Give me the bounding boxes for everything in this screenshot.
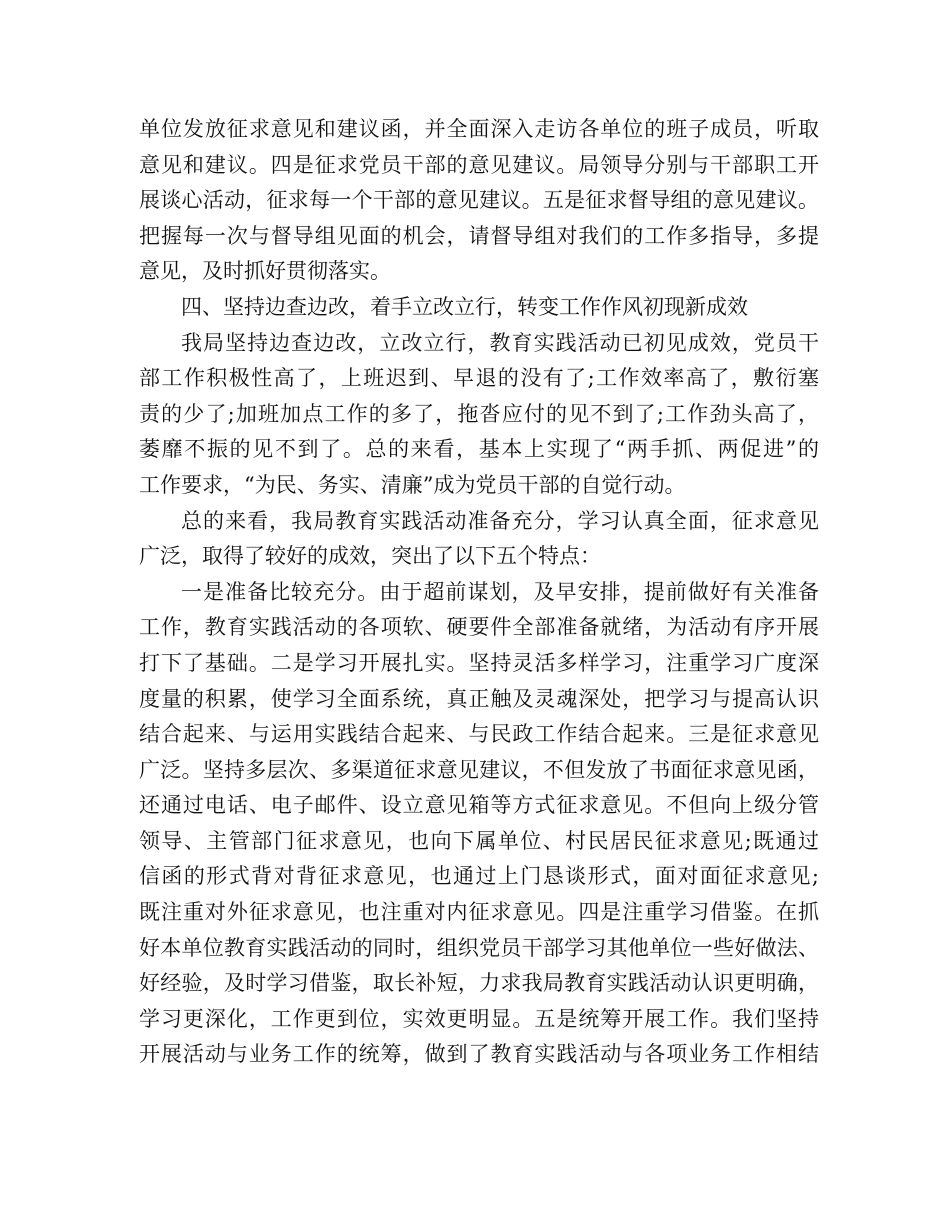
text-line: 责的少了;加班加点工作的多了，拖沓应付的见不到了;工作劲头高了， [139, 401, 819, 426]
text-line: 意见，及时抓好贯彻落实。 [139, 259, 391, 284]
text-line: 我局坚持边查边改，立改立行，教育实践活动已初见成效，党员干 [181, 330, 819, 355]
text-line: 打下了基础。二是学习开展扎实。坚持灵活多样学习，注重学习广度深 [139, 650, 819, 675]
text-line: 广泛，取得了较好的成效，突出了以下五个特点： [139, 544, 601, 569]
text-line: 还通过电话、电子邮件、设立意见箱等方式征求意见。不但向上级分管 [139, 793, 819, 818]
text-line: 四、坚持边查边改，着手立改立行，转变工作作风初现新成效 [181, 294, 748, 319]
text-line: 单位发放征求意见和建议函，并全面深入走访各单位的班子成员，听取 [139, 117, 819, 141]
text-line: 好本单位教育实践活动的同时，组织党员干部学习其他单位一些好做法、 [139, 935, 819, 960]
text-line: 度量的积累，使学习全面系统，真正触及灵魂深处，把学习与提高认识 [139, 686, 819, 711]
text-line: 总的来看，我局教育实践活动准备充分，学习认真全面，征求意见 [181, 508, 819, 533]
text-line: 好经验，及时学习借鉴，取长补短，力求我局教育实践活动认识更明确， [139, 971, 819, 996]
text-line: 工作要求，“为民、务实、清廉”成为党员干部的自觉行动。 [139, 472, 686, 497]
text-line: 结合起来、与运用实践结合起来、与民政工作结合起来。三是征求意见 [139, 722, 819, 747]
text-line: 一是准备比较充分。由于超前谋划，及早安排，提前做好有关准备 [181, 579, 819, 604]
text-line: 意见和建议。四是征求党员干部的意见建议。局领导分别与干部职工开 [139, 152, 819, 177]
text-line: 展谈心活动，征求每一个干部的意见建议。五是征求督导组的意见建议。 [139, 188, 819, 213]
text-line: 把握每一次与督导组见面的机会，请督导组对我们的工作多指导，多提 [139, 223, 819, 248]
text-line: 学习更深化，工作更到位，实效更明显。五是统筹开展工作。我们坚持 [139, 1006, 819, 1031]
text-line: 广泛。坚持多层次、多渠道征求意见建议，不但发放了书面征求意见函， [139, 757, 819, 782]
text-line: 信函的形式背对背征求意见，也通过上门恳谈形式，面对面征求意见; [139, 864, 819, 889]
text-line: 工作，教育实践活动的各项软、硬要件全部准备就绪，为活动有序开展 [139, 615, 819, 640]
text-line: 既注重对外征求意见，也注重对内征求意见。四是注重学习借鉴。在抓 [139, 900, 819, 925]
text-line: 萎靡不振的见不到了。总的来看，基本上实现了“两手抓、两促进”的 [139, 437, 819, 462]
text-line: 开展活动与业务工作的统筹，做到了教育实践活动与各项业务工作相结 [139, 1042, 819, 1067]
text-line: 领导、主管部门征求意见，也向下属单位、村民居民征求意见;既通过 [139, 828, 819, 853]
document-body [139, 112, 819, 1073]
text-line: 部工作积极性高了，上班迟到、早退的没有了;工作效率高了，敷衍塞 [139, 366, 819, 391]
